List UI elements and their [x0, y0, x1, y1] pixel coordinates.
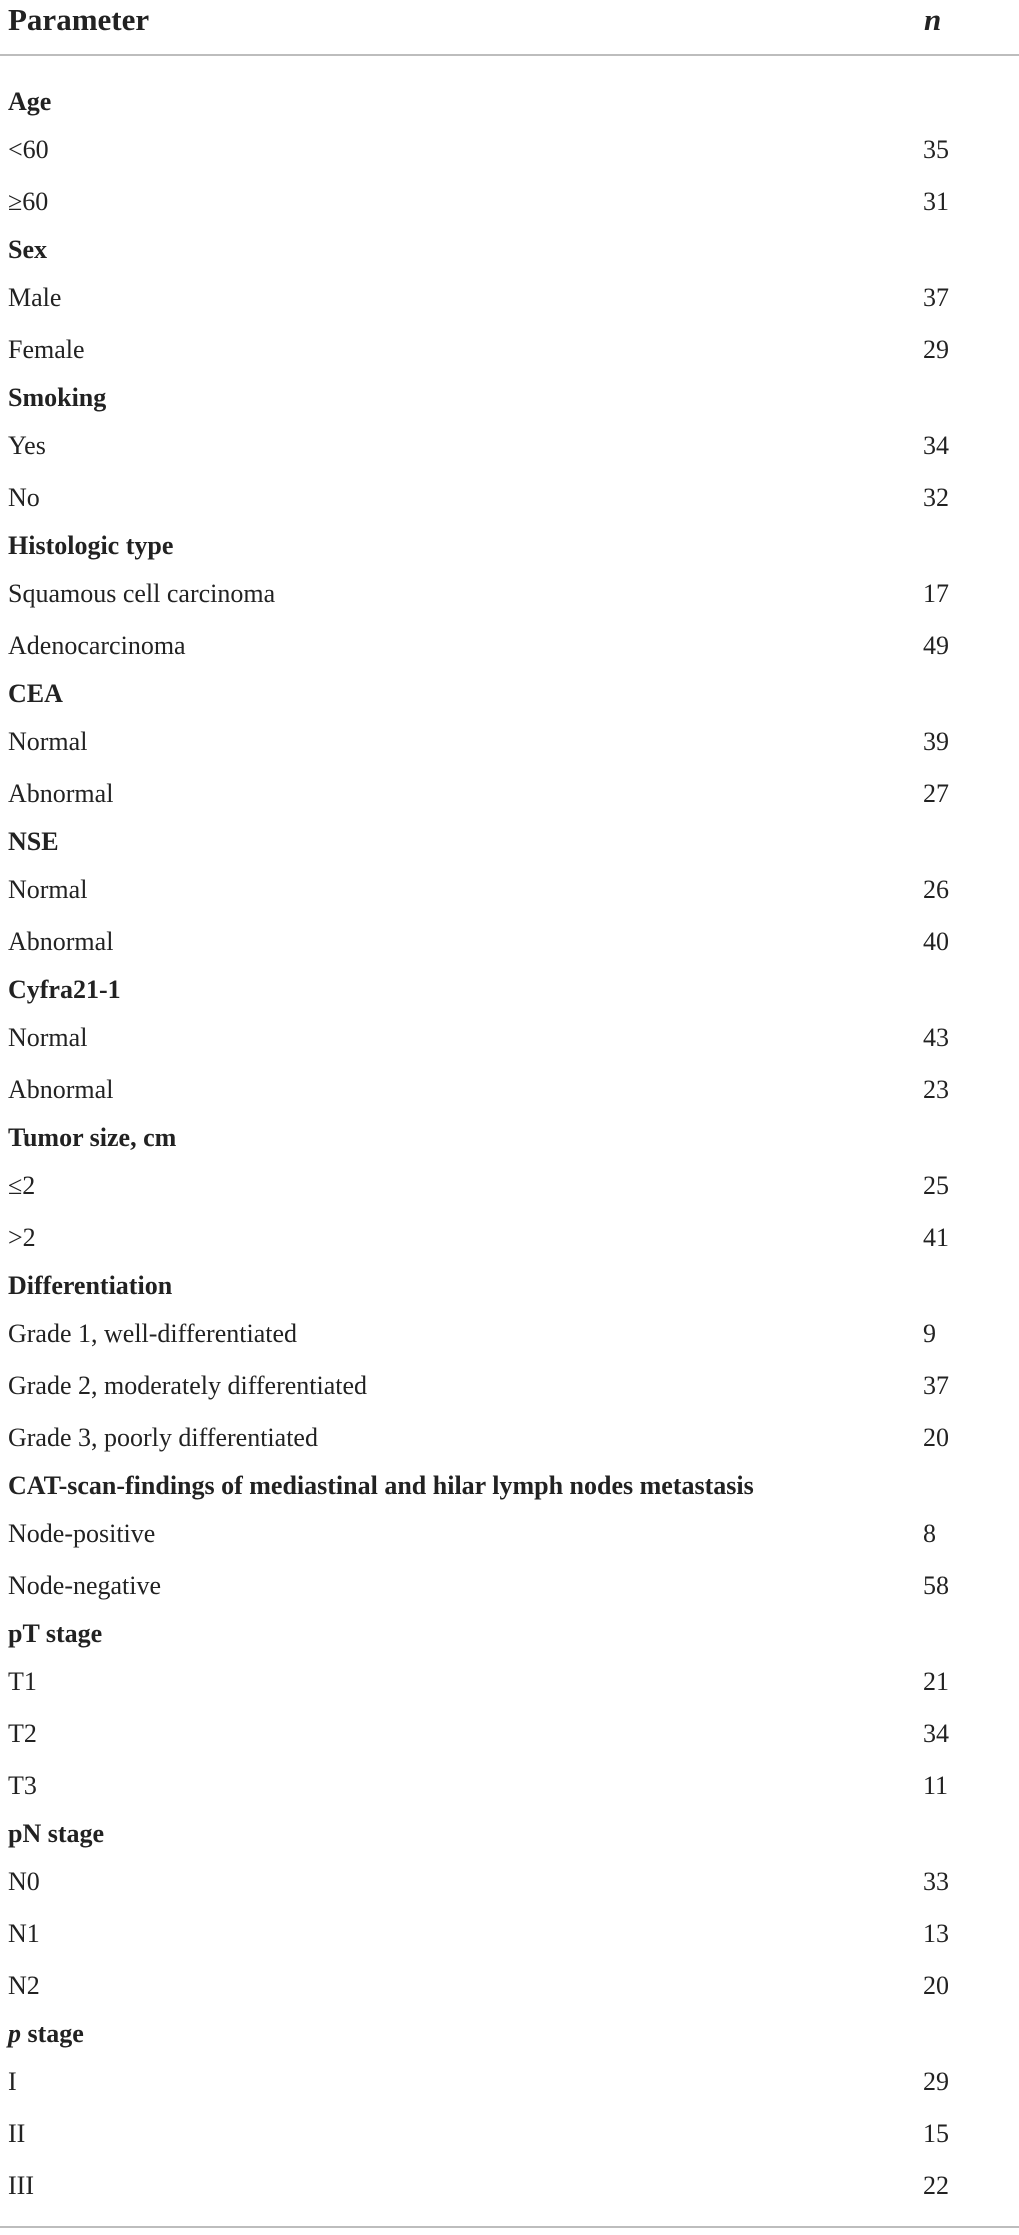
group-title: NSE [8, 827, 59, 856]
row-label: Grade 1, well-differentiated [8, 1319, 297, 1348]
header-n: n [924, 2, 942, 37]
row-n: 31 [923, 187, 949, 216]
row-label: N1 [8, 1919, 40, 1948]
table-row [0, 1308, 1019, 1360]
row-label: II [8, 2119, 26, 2148]
row-n: 29 [923, 2067, 949, 2096]
table-row [0, 420, 1019, 472]
row-n: 20 [923, 1423, 949, 1452]
row-label: Yes [8, 431, 46, 460]
row-n: 21 [923, 1667, 949, 1696]
row-n: 40 [923, 927, 949, 956]
table-row [0, 1160, 1019, 1212]
table-row [0, 324, 1019, 376]
group-heading [0, 1116, 1019, 1160]
table-row [0, 1760, 1019, 1812]
row-label: ≥60 [8, 187, 49, 216]
table-row [0, 2160, 1019, 2212]
row-n: 29 [923, 335, 949, 364]
group-heading [0, 524, 1019, 568]
table-row [0, 864, 1019, 916]
row-n: 25 [923, 1171, 949, 1200]
group-heading [0, 376, 1019, 420]
row-n: 27 [923, 779, 949, 808]
group-heading [0, 1612, 1019, 1656]
row-n: 20 [923, 1971, 949, 2000]
table-row [0, 1908, 1019, 1960]
row-n: 32 [923, 483, 949, 512]
row-label: Normal [8, 875, 88, 904]
group-heading [0, 672, 1019, 716]
table-row [0, 1856, 1019, 1908]
table-bottom-rule [0, 2226, 1019, 2228]
row-label: No [8, 483, 40, 512]
group-title: Age [8, 87, 52, 116]
row-n: 11 [923, 1771, 949, 1800]
row-label: Normal [8, 1023, 88, 1052]
table-row [0, 1708, 1019, 1760]
group-heading [0, 1264, 1019, 1308]
row-n: 17 [923, 579, 949, 608]
row-label: Abnormal [8, 1075, 114, 1104]
row-n: 13 [923, 1919, 949, 1948]
table-row [0, 1360, 1019, 1412]
row-label: Squamous cell carcinoma [8, 579, 276, 608]
row-n: 39 [923, 727, 949, 756]
row-label: Node-negative [8, 1571, 162, 1600]
group-heading [0, 1812, 1019, 1856]
row-n: 34 [923, 431, 949, 460]
group-heading [0, 968, 1019, 1012]
row-label: N2 [8, 1971, 40, 2000]
row-n: 41 [923, 1223, 949, 1252]
table-row [0, 620, 1019, 672]
table-row [0, 272, 1019, 324]
row-label: Female [8, 335, 85, 364]
group-heading [0, 1464, 1019, 1508]
row-label: Normal [8, 727, 88, 756]
group-title: Histologic type [8, 531, 174, 560]
row-n: 26 [923, 875, 949, 904]
row-n: 37 [923, 1371, 949, 1400]
group-heading [0, 2012, 1019, 2056]
row-label: Grade 3, poorly differentiated [8, 1423, 318, 1452]
row-n: 9 [923, 1319, 936, 1348]
row-label: Abnormal [8, 927, 114, 956]
row-n: 22 [923, 2171, 949, 2200]
table-row [0, 1064, 1019, 1116]
table-row [0, 1012, 1019, 1064]
row-label: >2 [8, 1223, 36, 1252]
group-title [8, 2012, 84, 2056]
table-row [0, 2056, 1019, 2108]
row-label: ≤2 [8, 1171, 36, 1200]
group-title: CEA [8, 679, 63, 708]
group-title: Sex [8, 235, 47, 264]
row-label: Abnormal [8, 779, 114, 808]
group-title: Cyfra21-1 [8, 975, 121, 1004]
table-row [0, 2108, 1019, 2160]
row-n: 34 [923, 1719, 949, 1748]
table-row [0, 768, 1019, 820]
table-row [0, 1656, 1019, 1708]
group-title: Tumor size, cm [8, 1123, 177, 1152]
group-title: CAT-scan-findings of mediastinal and hilar lymph nodes metastasis [8, 1471, 754, 1500]
row-n: 15 [923, 2119, 949, 2148]
row-label: T3 [8, 1771, 37, 1800]
row-n: 35 [923, 135, 949, 164]
row-n: 43 [923, 1023, 949, 1052]
row-label: <60 [8, 135, 49, 164]
row-n: 8 [923, 1519, 936, 1548]
group-title: Differentiation [8, 1271, 173, 1300]
group-title: pT stage [8, 1619, 103, 1648]
row-label: Adenocarcinoma [8, 631, 186, 660]
table-row [0, 568, 1019, 620]
row-label: I [8, 2067, 17, 2096]
row-n: 23 [923, 1075, 949, 1104]
group-title-italic: p [8, 2019, 21, 2048]
table-row [0, 472, 1019, 524]
row-n: 37 [923, 283, 949, 312]
group-title: Smoking [8, 383, 107, 412]
row-label: N0 [8, 1867, 40, 1896]
header-parameter: Parameter [8, 2, 150, 37]
row-label: III [8, 2171, 34, 2200]
table-header [0, 0, 1019, 56]
table-row [0, 716, 1019, 768]
table-body [0, 80, 1019, 2212]
table-row [0, 124, 1019, 176]
row-n: 58 [923, 1571, 949, 1600]
table-row [0, 1508, 1019, 1560]
row-n: 49 [923, 631, 949, 660]
row-label: Male [8, 283, 62, 312]
group-heading [0, 80, 1019, 124]
row-label: T1 [8, 1667, 37, 1696]
table-row [0, 1560, 1019, 1612]
row-label: Node-positive [8, 1519, 156, 1548]
table-row [0, 1412, 1019, 1464]
group-heading [0, 228, 1019, 272]
table-row [0, 1960, 1019, 2012]
row-label: T2 [8, 1719, 37, 1748]
group-title: pN stage [8, 1819, 105, 1848]
row-label: Grade 2, moderately differentiated [8, 1371, 368, 1400]
table-row [0, 1212, 1019, 1264]
row-n: 33 [923, 1867, 949, 1896]
table-row [0, 176, 1019, 228]
table-row [0, 916, 1019, 968]
group-title-rest: stage [21, 2019, 84, 2048]
group-heading [0, 820, 1019, 864]
